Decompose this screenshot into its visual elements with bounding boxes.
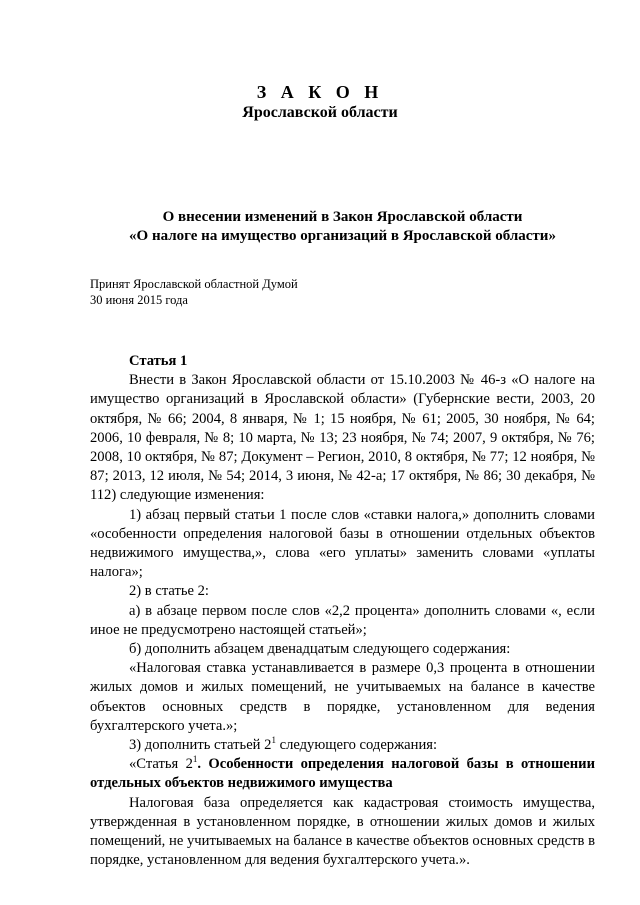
item-2: 2) в статье 2: (129, 583, 209, 600)
article-2-1-number: «Статья 2 (129, 756, 193, 773)
item-1: 1) абзац первый статьи 1 после слов «ставки налога,» дополнить словами «особенности определения налоговой базы в отношении отдельных объектов недвижимого имущества,», слова «его уплаты» заменить словами «уплаты налога»; (90, 506, 595, 581)
document-body (90, 352, 595, 870)
item-2a: а) в абзаце первом после слов «2,2 процента» дополнить словами «, если иное не предусмотрено настоящей статьей»; (90, 602, 595, 638)
accepted-by: Принят Ярославской областной Думой (90, 277, 298, 291)
item-2b: б) дополнить абзацем двенадцатым следующего содержания: (129, 641, 511, 658)
document-subtitle: Ярославской области (242, 104, 398, 121)
item-3-superscript: 1 (271, 735, 276, 746)
article-2-1-superscript: 1 (192, 754, 198, 765)
law-name (90, 208, 595, 246)
article-heading: Статья 1 (129, 353, 188, 369)
item-3-text: 3) дополнить статьей 2 (129, 737, 272, 754)
article-2-1-text: Налоговая база определяется как кадастровая стоимость имущества, утвержденная в установленном порядке, в отношении жилых домов и жилых помещений, не учитываемых на балансе в качестве объектов основных средств в порядке, установленном для ведения бухгалтерского учета.». (90, 794, 595, 869)
accepted-date: 30 июня 2015 года (90, 293, 188, 307)
law-name-line-2: «О налоге на имущество организаций в Ярославской области» (129, 228, 556, 244)
article-intro: Внести в Закон Ярославской области от 15.10.2003 № 46-з «О налоге на имущество организаций в Ярославской области» (Губернские вести, 2003, 20 октября, № 66; 2004, 8 января, № 1; 15 ноября, № 61; 2005, 30 ноября, № 64; 2006, 10 февраля, № 8; 10 марта, № 13; 23 ноября, № 74; 2007, 9 октября, № 76; 2008, 10 октября, № 87; Документ – Регион, 2010, 8 октября, № 77; 12 ноября, № 87; 2013, 12 июля, № 54; 2014, 3 июня, № 42-а; 17 октября, № 86; 30 декабря, № 112) следующие изменения: (90, 372, 595, 504)
item-3-text-end: следующего содержания: (275, 737, 438, 754)
article-2-1-dot: . (197, 756, 209, 773)
article-2-1-heading (90, 755, 595, 793)
document-title: З А К О Н (256, 82, 384, 102)
quoted-paragraph: «Налоговая ставка устанавливается в размере 0,3 процента в отношении жилых домов и жилых помещений, не учитываемых на балансе в качестве объектов основных средств в порядке, установленном для ведения бухгалтерского учета.»; (90, 660, 595, 734)
law-name-line-1: О внесении изменений в Закон Ярославской области (162, 209, 523, 225)
article-2-1-title: Особенности определения налоговой базы в отношении отдельных объектов недвижимого имущества (90, 756, 595, 792)
accepted-block (90, 276, 298, 308)
item-3 (90, 736, 595, 755)
